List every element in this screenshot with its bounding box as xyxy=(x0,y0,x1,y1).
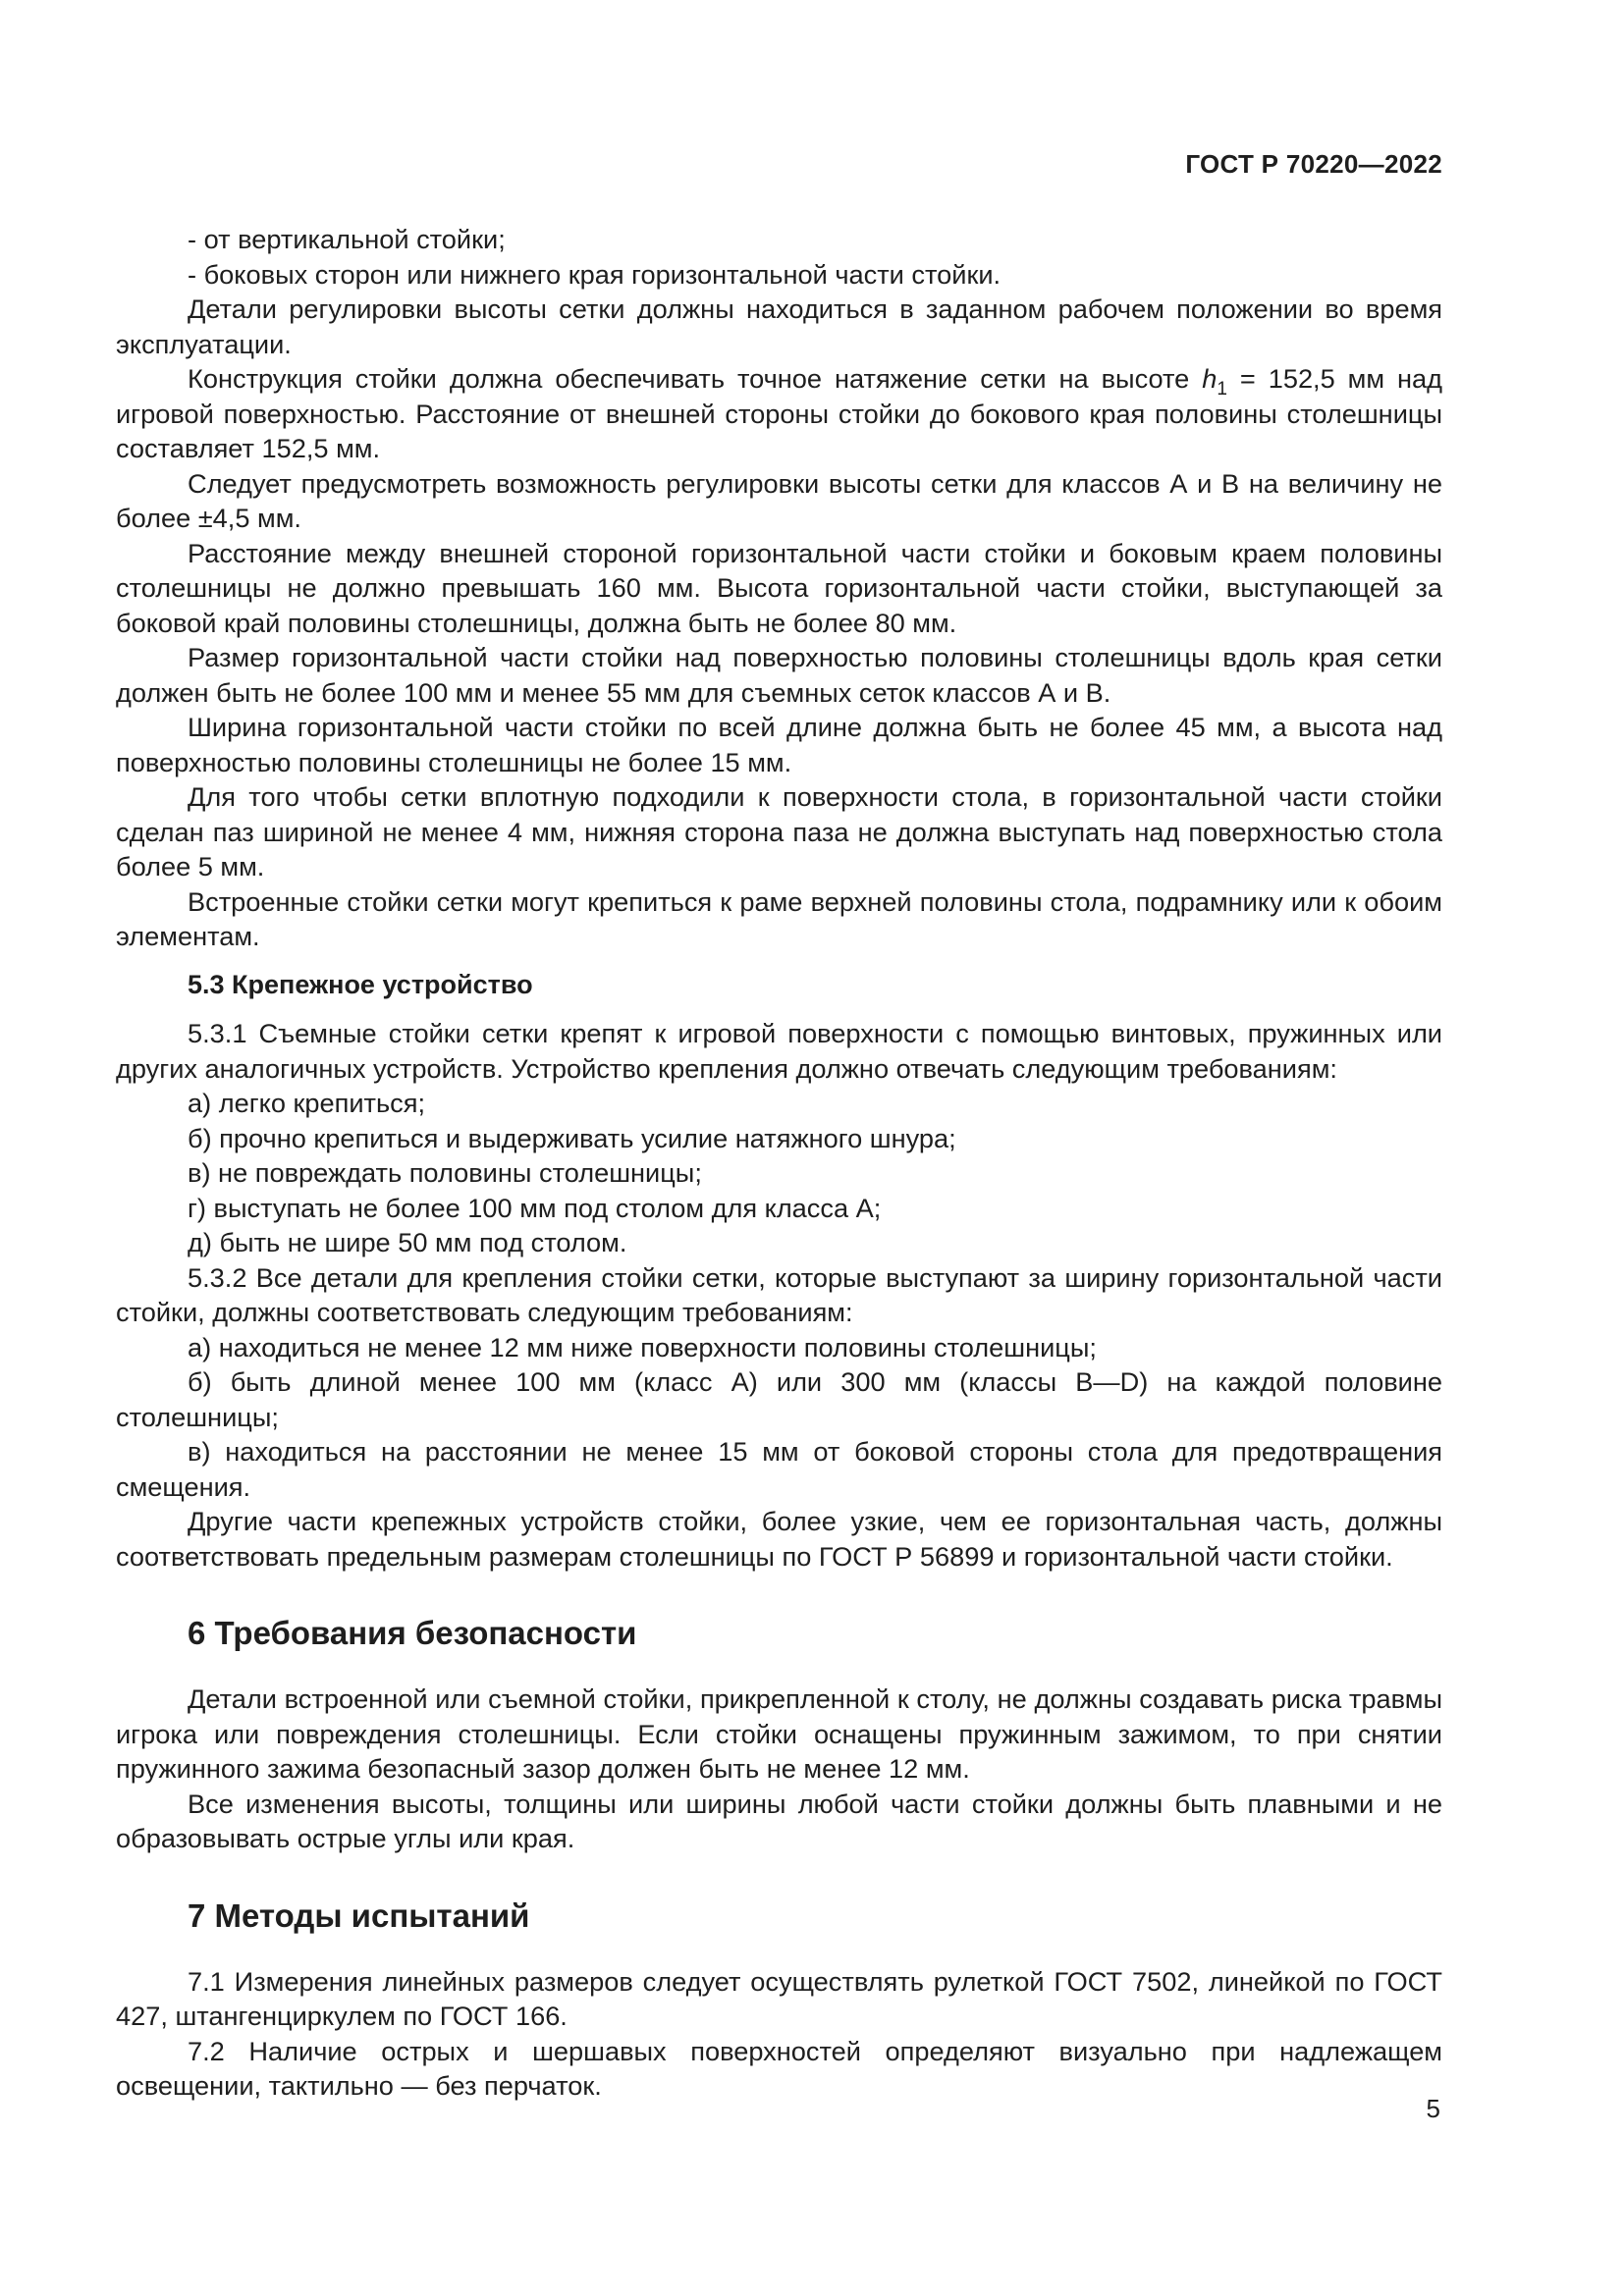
document-header-id: ГОСТ Р 70220—2022 xyxy=(1185,149,1442,179)
subsection-title-5-3: 5.3 Крепежное устройство xyxy=(188,969,533,999)
list-item: а) легко крепиться; xyxy=(188,1088,426,1118)
paragraph: Другие части крепежных устройств стойки, более узкие, чем ее горизонтальная часть, должны соответствовать предельным размерам столешницы по ГОСТ Р 56899 и горизонтальной части стойки. xyxy=(116,1506,1442,1572)
section-title-6: 6 Требования безопасности xyxy=(188,1615,637,1651)
list-item: в) находиться на расстоянии не менее 15 мм от боковой стороны стола для предотвращения смещения. xyxy=(116,1436,1442,1502)
paragraph: Все изменения высоты, толщины или ширины любой части стойки должны быть плавными и не образовывать острые углы или края. xyxy=(116,1788,1442,1853)
paragraph-5-3-1: 5.3.1 Съемные стойки сетки крепят к игровой поверхности с помощью винтовых, пружинных или других аналогичных устройств. Устройство крепления должно отвечать следующим требованиям: xyxy=(116,1018,1442,1084)
document-body xyxy=(116,222,1442,2104)
section-title-7: 7 Методы испытаний xyxy=(188,1896,530,1934)
list-item: б) быть длиной менее 100 мм (класс А) или 300 мм (классы В—D) на каждой половине столешницы; xyxy=(116,1366,1442,1432)
paragraph-7-1: 7.1 Измерения линейных размеров следует осуществлять рулеткой ГОСТ 7502, линейкой по ГОСТ 427, штангенциркулем по ГОСТ 166. xyxy=(116,1965,1442,2031)
paragraph-7-2: 7.2 Наличие острых и шершавых поверхностей определяют визуально при надлежащем освещении, тактильно — без перчаток. xyxy=(116,2035,1442,2101)
paragraph-5-3-2: 5.3.2 Все детали для крепления стойки сетки, которые выступают за ширину горизонтальной части стойки, должны соответствовать следующим требованиям: xyxy=(116,1261,1442,1327)
paragraph-height-spec xyxy=(116,361,1442,466)
text-fragment: = 152,5 мм над игровой поверхностью. Расстояние от внешней стороны стойки до бокового края половины столешницы составляет 152,5 мм. xyxy=(116,363,1442,463)
paragraph: Следует предусмотреть возможность регулировки высоты сетки для классов А и В на величину не более ±4,5 мм. xyxy=(116,467,1442,533)
formula-subscript: 1 xyxy=(1217,379,1227,400)
paragraph: Расстояние между внешней стороной горизонтальной части стойки и боковым краем половины столешницы не должно превышать 160 мм. Высота горизонтальной части стойки, выступающей за боковой край половины столешницы, должна быть не более 80 мм. xyxy=(116,537,1442,638)
paragraph: Ширина горизонтальной части стойки по всей длине должна быть не более 45 мм, а высота над поверхностью половины столешницы не более 15 мм. xyxy=(116,712,1442,777)
list-item: в) не повреждать половины столешницы; xyxy=(188,1157,702,1188)
text-fragment: Конструкция стойки должна обеспечивать точное натяжение сетки на высоте xyxy=(188,363,1203,394)
paragraph: Детали встроенной или съемной стойки, прикрепленной к столу, не должны создавать риска травмы игрока или повреждения столешницы. Если стойки оснащены пружинным зажимом, то при снятии пружинного зажима безопасный зазор должен быть не менее 12 мм. xyxy=(116,1683,1442,1784)
paragraph: Размер горизонтальной части стойки над поверхностью половины столешницы вдоль края сетки должен быть не более 100 мм и менее 55 мм для съемных сеток классов А и В. xyxy=(116,642,1442,708)
list-item: а) находиться не менее 12 мм ниже поверхности половины столешницы; xyxy=(188,1331,1097,1362)
page-number: 5 xyxy=(1426,2094,1440,2123)
list-item: - боковых сторон или нижнего края горизонтальной части стойки. xyxy=(188,258,1001,290)
paragraph: Для того чтобы сетки вплотную подходили к поверхности стола, в горизонтальной части стойки сделан паз шириной не менее 4 мм, нижняя сторона паза не должна выступать над поверхностью стола более 5 мм. xyxy=(116,781,1442,881)
list-item: д) быть не шире 50 мм под столом. xyxy=(188,1227,627,1257)
list-item: б) прочно крепиться и выдерживать усилие натяжного шнура; xyxy=(188,1122,956,1153)
list-item: г) выступать не более 100 мм под столом для класса А; xyxy=(188,1192,882,1223)
paragraph: Встроенные стойки сетки могут крепиться к раме верхней половины стола, подрамнику или к обоим элементам. xyxy=(116,885,1442,951)
formula-variable: h xyxy=(1202,363,1218,394)
paragraph: Детали регулировки высоты сетки должны находиться в заданном рабочем положении во время эксплуатации. xyxy=(116,294,1442,359)
list-item: - от вертикальной стойки; xyxy=(188,224,506,254)
